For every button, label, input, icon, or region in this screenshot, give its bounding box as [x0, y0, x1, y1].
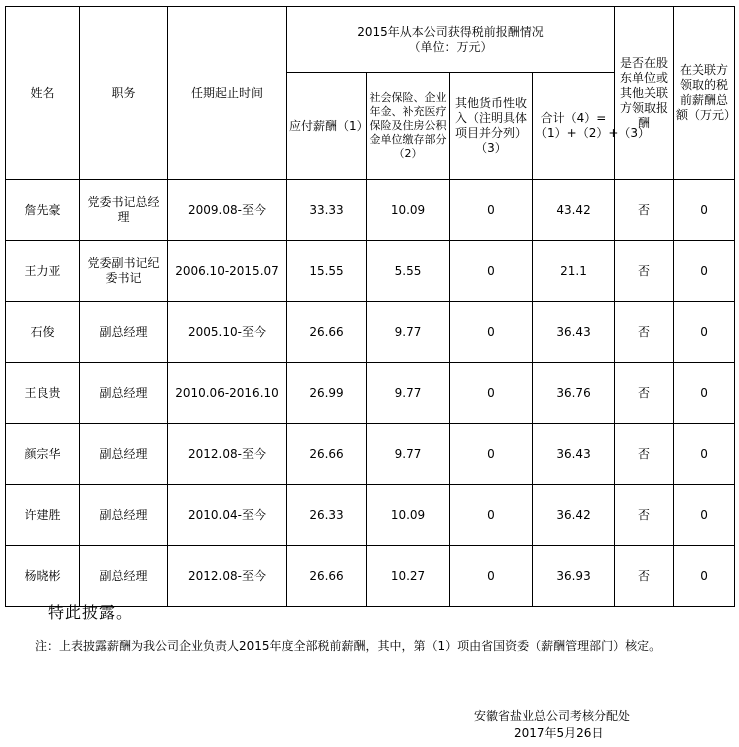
- cell-related-amount: 0: [674, 180, 735, 241]
- cell-salary: 26.66: [287, 424, 367, 485]
- header-group-unit: （单位：万元）: [408, 39, 493, 54]
- cell-position: 副总经理: [80, 424, 168, 485]
- cell-other: 0: [450, 180, 533, 241]
- header-related-yn: 是否在股东单位或其他关联方领取报酬: [615, 7, 674, 180]
- cell-name: 石俊: [6, 302, 80, 363]
- cell-total: 21.1: [533, 241, 615, 302]
- cell-related-yn: 否: [615, 241, 674, 302]
- cell-position: 副总经理: [80, 485, 168, 546]
- cell-related-yn: 否: [615, 424, 674, 485]
- cell-other: 0: [450, 302, 533, 363]
- table-row: [6, 546, 735, 607]
- cell-position: 副总经理: [80, 546, 168, 607]
- cell-name: 许建胜: [6, 485, 80, 546]
- cell-related-amount: 0: [674, 363, 735, 424]
- cell-related-amount: 0: [674, 302, 735, 363]
- cell-other: 0: [450, 424, 533, 485]
- cell-social: 10.09: [367, 485, 450, 546]
- cell-related-amount: 0: [674, 241, 735, 302]
- compensation-table: [5, 6, 735, 607]
- cell-salary: 26.33: [287, 485, 367, 546]
- cell-position: 党委副书记纪委书记: [80, 241, 168, 302]
- cell-total: 36.76: [533, 363, 615, 424]
- cell-name: 王力亚: [6, 241, 80, 302]
- cell-other: 0: [450, 363, 533, 424]
- cell-position: 副总经理: [80, 363, 168, 424]
- header-social: 社会保险、企业年金、补充医疗保险及住房公积金单位缴存部分（2）: [367, 73, 450, 180]
- cell-total: 36.93: [533, 546, 615, 607]
- cell-term: 2010.06-2016.10: [168, 363, 287, 424]
- disclosure-text: 特此披露。: [48, 603, 134, 622]
- cell-related-yn: 否: [615, 180, 674, 241]
- cell-name: 王良贵: [6, 363, 80, 424]
- table-row: [6, 363, 735, 424]
- cell-other: 0: [450, 546, 533, 607]
- header-position: 职务: [80, 7, 168, 180]
- cell-total: 36.43: [533, 424, 615, 485]
- cell-total: 43.42: [533, 180, 615, 241]
- cell-social: 5.55: [367, 241, 450, 302]
- cell-name: 颜宗华: [6, 424, 80, 485]
- cell-position: 党委书记总经理: [80, 180, 168, 241]
- cell-related-amount: 0: [674, 424, 735, 485]
- cell-total: 36.43: [533, 302, 615, 363]
- cell-name: 詹先豪: [6, 180, 80, 241]
- table-row: [6, 180, 735, 241]
- cell-salary: 15.55: [287, 241, 367, 302]
- cell-salary: 26.66: [287, 546, 367, 607]
- cell-name: 杨晓彬: [6, 546, 80, 607]
- cell-salary: 33.33: [287, 180, 367, 241]
- cell-term: 2005.10-至今: [168, 302, 287, 363]
- table-row: [6, 485, 735, 546]
- cell-related-amount: 0: [674, 485, 735, 546]
- cell-position: 副总经理: [80, 302, 168, 363]
- cell-total: 36.42: [533, 485, 615, 546]
- cell-term: 2009.08-至今: [168, 180, 287, 241]
- cell-other: 0: [450, 485, 533, 546]
- header-total: 合计（4）=（1）+（2）+（3）: [533, 73, 615, 180]
- signature-org: 安徽省盐业总公司考核分配处: [474, 709, 631, 723]
- cell-term: 2012.08-至今: [168, 546, 287, 607]
- cell-related-amount: 0: [674, 546, 735, 607]
- cell-social: 10.27: [367, 546, 450, 607]
- cell-related-yn: 否: [615, 363, 674, 424]
- header-term: 任期起止时间: [168, 7, 287, 180]
- cell-social: 9.77: [367, 302, 450, 363]
- cell-term: 2006.10-2015.07: [168, 241, 287, 302]
- footnote: [20, 636, 720, 657]
- cell-related-yn: 否: [615, 302, 674, 363]
- cell-related-yn: 否: [615, 485, 674, 546]
- cell-social: 9.77: [367, 424, 450, 485]
- header-group: [287, 7, 615, 73]
- cell-salary: 26.99: [287, 363, 367, 424]
- header-other: 其他货币性收入（注明具体项目并分列）（3）: [450, 73, 533, 180]
- table-row: [6, 241, 735, 302]
- cell-social: 10.09: [367, 180, 450, 241]
- header-related-amount: 在关联方领取的税前薪酬总额（万元）: [674, 7, 735, 180]
- table-row: [6, 424, 735, 485]
- cell-other: 0: [450, 241, 533, 302]
- header-name: 姓名: [6, 7, 80, 180]
- cell-term: 2012.08-至今: [168, 424, 287, 485]
- cell-social: 9.77: [367, 363, 450, 424]
- header-salary: 应付薪酬（1）: [287, 73, 367, 180]
- signature-date: 2017年5月26日: [514, 726, 604, 740]
- cell-related-yn: 否: [615, 546, 674, 607]
- table-row: [6, 302, 735, 363]
- cell-term: 2010.04-至今: [168, 485, 287, 546]
- footnote-text: 注：上表披露薪酬为我公司企业负责人2015年度全部税前薪酬，其中，第（1）项由省国资委（薪酬管理部门）核定。: [35, 639, 662, 653]
- cell-salary: 26.66: [287, 302, 367, 363]
- header-group-title: 2015年从本公司获得税前报酬情况: [357, 24, 544, 39]
